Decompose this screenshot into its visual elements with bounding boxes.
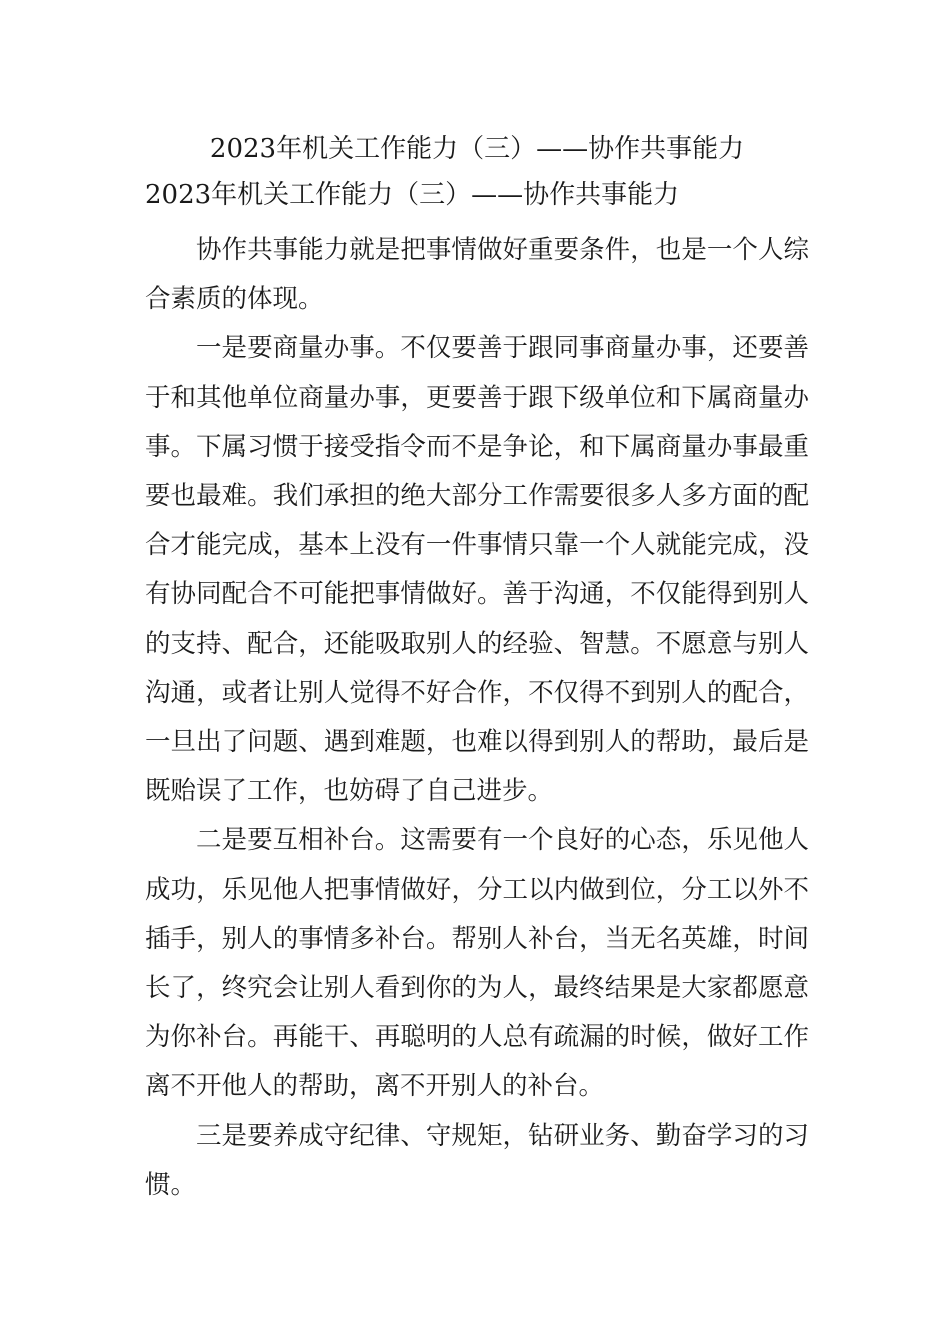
paragraph-discipline: 三是要养成守纪律、守规矩，钻研业务、勤奋学习的习惯。: [145, 1120, 809, 1200]
paragraph-consult: 一是要商量办事。不仅要善于跟同事商量办事，还要善于和其他单位商量办事，更要善于跟下级单位和下属商量办事。下属习惯于接受指令而不是争论，和下属商量办事最重要也最难。我们承担的绝大部分工作需要很多人多方面的配合才能完成，基本上没有一件事情只靠一个人就能完成，没有协同配合不可能把事情做好。善于沟通，不仅能得到别人的支持、配合，还能吸取别人的经验、智慧。不愿意与别人沟通，或者让别人觉得不好合作，不仅得不到别人的配合，一旦出了问题、遇到难题，也难以得到别人的帮助，最后是既贻误了工作，也妨碍了自己进步。: [145, 333, 809, 807]
document-title-repeat: 2023年机关工作能力（三）——协作共事能力: [145, 180, 680, 210]
document-title: 2023年机关工作能力（三）——协作共事能力: [209, 134, 745, 164]
document-page: [145, 126, 809, 1210]
paragraph-intro: 协作共事能力就是把事情做好重要条件，也是一个人综合素质的体现。: [145, 235, 809, 315]
paragraph-support: 二是要互相补台。这需要有一个良好的心态，乐见他人成功，乐见他人把事情做好，分工以内做到位，分工以外不插手，别人的事情多补台。帮别人补台，当无名英雄，时间长了，终究会让别人看到你的为人，最终结果是大家都愿意为你补台。再能干、再聪明的人总有疏漏的时候，做好工作离不开他人的帮助，离不开别人的补台。: [145, 825, 809, 1102]
